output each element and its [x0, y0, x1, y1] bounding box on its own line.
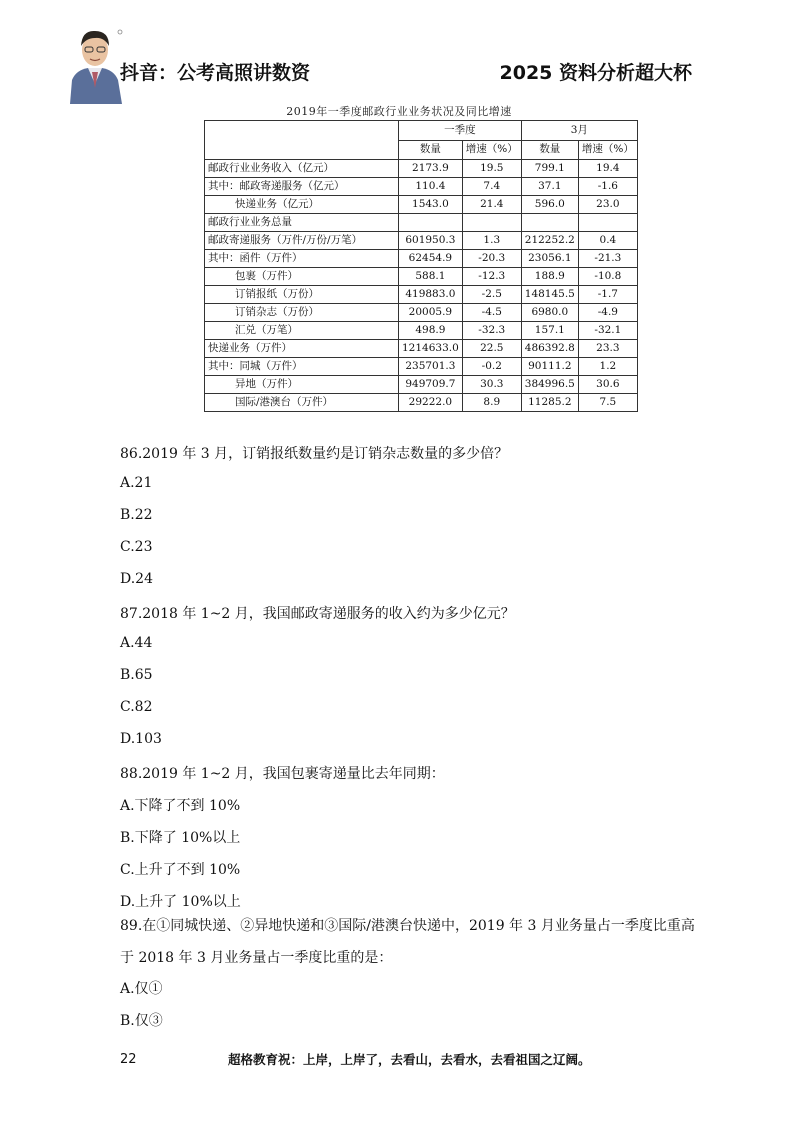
march-quantity: 37.1: [521, 178, 578, 196]
table-row: [205, 232, 638, 250]
q1-quantity: [399, 214, 463, 232]
table-row: [205, 304, 638, 322]
table-row: [205, 340, 638, 358]
question-stem: 89.在①同城快递、②异地快递和③国际/港澳台快递中，2019 年 3 月业务量占一季度比重高: [120, 918, 695, 934]
row-label: 邮政行业业务收入（亿元）: [205, 160, 399, 178]
col-header-mar-growth: 增速（%）: [578, 140, 637, 160]
answer-option[interactable]: B.下降了 10%以上: [120, 830, 241, 846]
q1-growth: 7.4: [462, 178, 521, 196]
row-label: 快递业务（万件）: [205, 340, 399, 358]
row-label: 邮政寄递服务（万件/万份/万笔）: [205, 232, 399, 250]
q1-growth: 22.5: [462, 340, 521, 358]
march-growth: 19.4: [578, 160, 637, 178]
march-growth: 0.4: [578, 232, 637, 250]
march-quantity: 6980.0: [521, 304, 578, 322]
march-growth: -10.8: [578, 268, 637, 286]
table-header-row-1: [205, 121, 638, 141]
q1-quantity: 29222.0: [399, 394, 463, 412]
answer-option[interactable]: B.65: [120, 667, 153, 683]
answer-option[interactable]: D.上升了 10%以上: [120, 894, 241, 910]
march-quantity: 486392.8: [521, 340, 578, 358]
question-stem: 86.2019 年 3 月，订销报纸数量约是订销杂志数量的多少倍？: [120, 446, 509, 462]
table-row: [205, 376, 638, 394]
answer-option[interactable]: A.44: [120, 635, 153, 651]
q1-growth: 21.4: [462, 196, 521, 214]
q1-growth: -4.5: [462, 304, 521, 322]
q1-quantity: 419883.0: [399, 286, 463, 304]
q1-quantity: 601950.3: [399, 232, 463, 250]
answer-option[interactable]: C.上升了不到 10%: [120, 862, 241, 878]
col-header-q1-growth: 增速（%）: [462, 140, 521, 160]
march-growth: -1.6: [578, 178, 637, 196]
footer-slogan: 超格教育祝：上岸，上岸了，去看山，去看水，去看祖国之辽阔。: [228, 1052, 591, 1067]
march-growth: -32.1: [578, 322, 637, 340]
march-growth: -1.7: [578, 286, 637, 304]
row-label: 国际/港澳台（万件）: [205, 394, 399, 412]
presenter-avatar: [64, 22, 126, 104]
page-number: 22: [120, 1052, 137, 1067]
q1-quantity: 62454.9: [399, 250, 463, 268]
march-growth: 7.5: [578, 394, 637, 412]
table-row: [205, 394, 638, 412]
q1-growth: -2.5: [462, 286, 521, 304]
group-header-q1: 一季度: [399, 121, 522, 141]
header-left-title: 抖音：公考高照讲数资: [120, 62, 311, 84]
col-header-q1-qty: 数量: [399, 140, 463, 160]
q1-growth: 8.9: [462, 394, 521, 412]
q1-growth: [462, 214, 521, 232]
q1-growth: 19.5: [462, 160, 521, 178]
table-row: [205, 178, 638, 196]
table-row: [205, 250, 638, 268]
row-label: 其中：同城（万件）: [205, 358, 399, 376]
march-quantity: [521, 214, 578, 232]
q1-growth: -20.3: [462, 250, 521, 268]
row-label: 订销报纸（万份）: [205, 286, 399, 304]
table-title: 2019年一季度邮政行业业务状况及同比增速: [286, 105, 512, 118]
row-label: 快递业务（亿元）: [205, 196, 399, 214]
q1-growth: 1.3: [462, 232, 521, 250]
q1-quantity: 498.9: [399, 322, 463, 340]
q1-quantity: 1543.0: [399, 196, 463, 214]
header-right-title: 2025 资料分析超大杯: [499, 62, 692, 84]
group-header-march: 3月: [521, 121, 637, 141]
row-label: 汇兑（万笔）: [205, 322, 399, 340]
march-quantity: 596.0: [521, 196, 578, 214]
table-row: [205, 286, 638, 304]
answer-option[interactable]: C.23: [120, 539, 153, 555]
march-quantity: 212252.2: [521, 232, 578, 250]
row-label: 其中：函件（万件）: [205, 250, 399, 268]
row-label: 邮政行业业务总量: [205, 214, 399, 232]
col-header-mar-qty: 数量: [521, 140, 578, 160]
q1-quantity: 2173.9: [399, 160, 463, 178]
march-growth: 30.6: [578, 376, 637, 394]
answer-option[interactable]: B.22: [120, 507, 153, 523]
q1-growth: -12.3: [462, 268, 521, 286]
march-quantity: 11285.2: [521, 394, 578, 412]
table-row: [205, 196, 638, 214]
question-stem: 87.2018 年 1~2 月，我国邮政寄递服务的收入约为多少亿元？: [120, 606, 515, 622]
table-row: [205, 358, 638, 376]
march-growth: [578, 214, 637, 232]
q1-growth: -0.2: [462, 358, 521, 376]
q1-growth: -32.3: [462, 322, 521, 340]
march-growth: 1.2: [578, 358, 637, 376]
row-label: 订销杂志（万份）: [205, 304, 399, 322]
march-growth: -4.9: [578, 304, 637, 322]
q1-quantity: 1214633.0: [399, 340, 463, 358]
march-quantity: 23056.1: [521, 250, 578, 268]
answer-option[interactable]: A.仅①: [120, 981, 163, 997]
answer-option[interactable]: A.下降了不到 10%: [120, 798, 241, 814]
march-growth: 23.0: [578, 196, 637, 214]
row-label: 其中：邮政寄递服务（亿元）: [205, 178, 399, 196]
table-row: [205, 322, 638, 340]
table-row: [205, 214, 638, 232]
q1-quantity: 20005.9: [399, 304, 463, 322]
q1-quantity: 949709.7: [399, 376, 463, 394]
answer-option[interactable]: B.仅③: [120, 1013, 163, 1029]
answer-option[interactable]: A.21: [120, 475, 153, 491]
answer-option[interactable]: D.24: [120, 571, 153, 587]
table-corner-cell: [205, 121, 399, 160]
march-quantity: 384996.5: [521, 376, 578, 394]
q1-growth: 30.3: [462, 376, 521, 394]
march-growth: -21.3: [578, 250, 637, 268]
data-table: [204, 120, 638, 412]
answer-option[interactable]: D.103: [120, 731, 162, 747]
march-quantity: 799.1: [521, 160, 578, 178]
march-quantity: 188.9: [521, 268, 578, 286]
table-row: [205, 268, 638, 286]
march-growth: 23.3: [578, 340, 637, 358]
q1-quantity: 588.1: [399, 268, 463, 286]
march-quantity: 90111.2: [521, 358, 578, 376]
march-quantity: 148145.5: [521, 286, 578, 304]
march-quantity: 157.1: [521, 322, 578, 340]
table-row: [205, 160, 638, 178]
page-header: [0, 0, 800, 110]
row-label: 异地（万件）: [205, 376, 399, 394]
row-label: 包裹（万件）: [205, 268, 399, 286]
question-stem: 88.2019 年 1~2 月，我国包裹寄递量比去年同期：: [120, 766, 445, 782]
question-stem-continued: 于 2018 年 3 月业务量占一季度比重的是：: [120, 950, 393, 966]
q1-quantity: 110.4: [399, 178, 463, 196]
answer-option[interactable]: C.82: [120, 699, 153, 715]
q1-quantity: 235701.3: [399, 358, 463, 376]
